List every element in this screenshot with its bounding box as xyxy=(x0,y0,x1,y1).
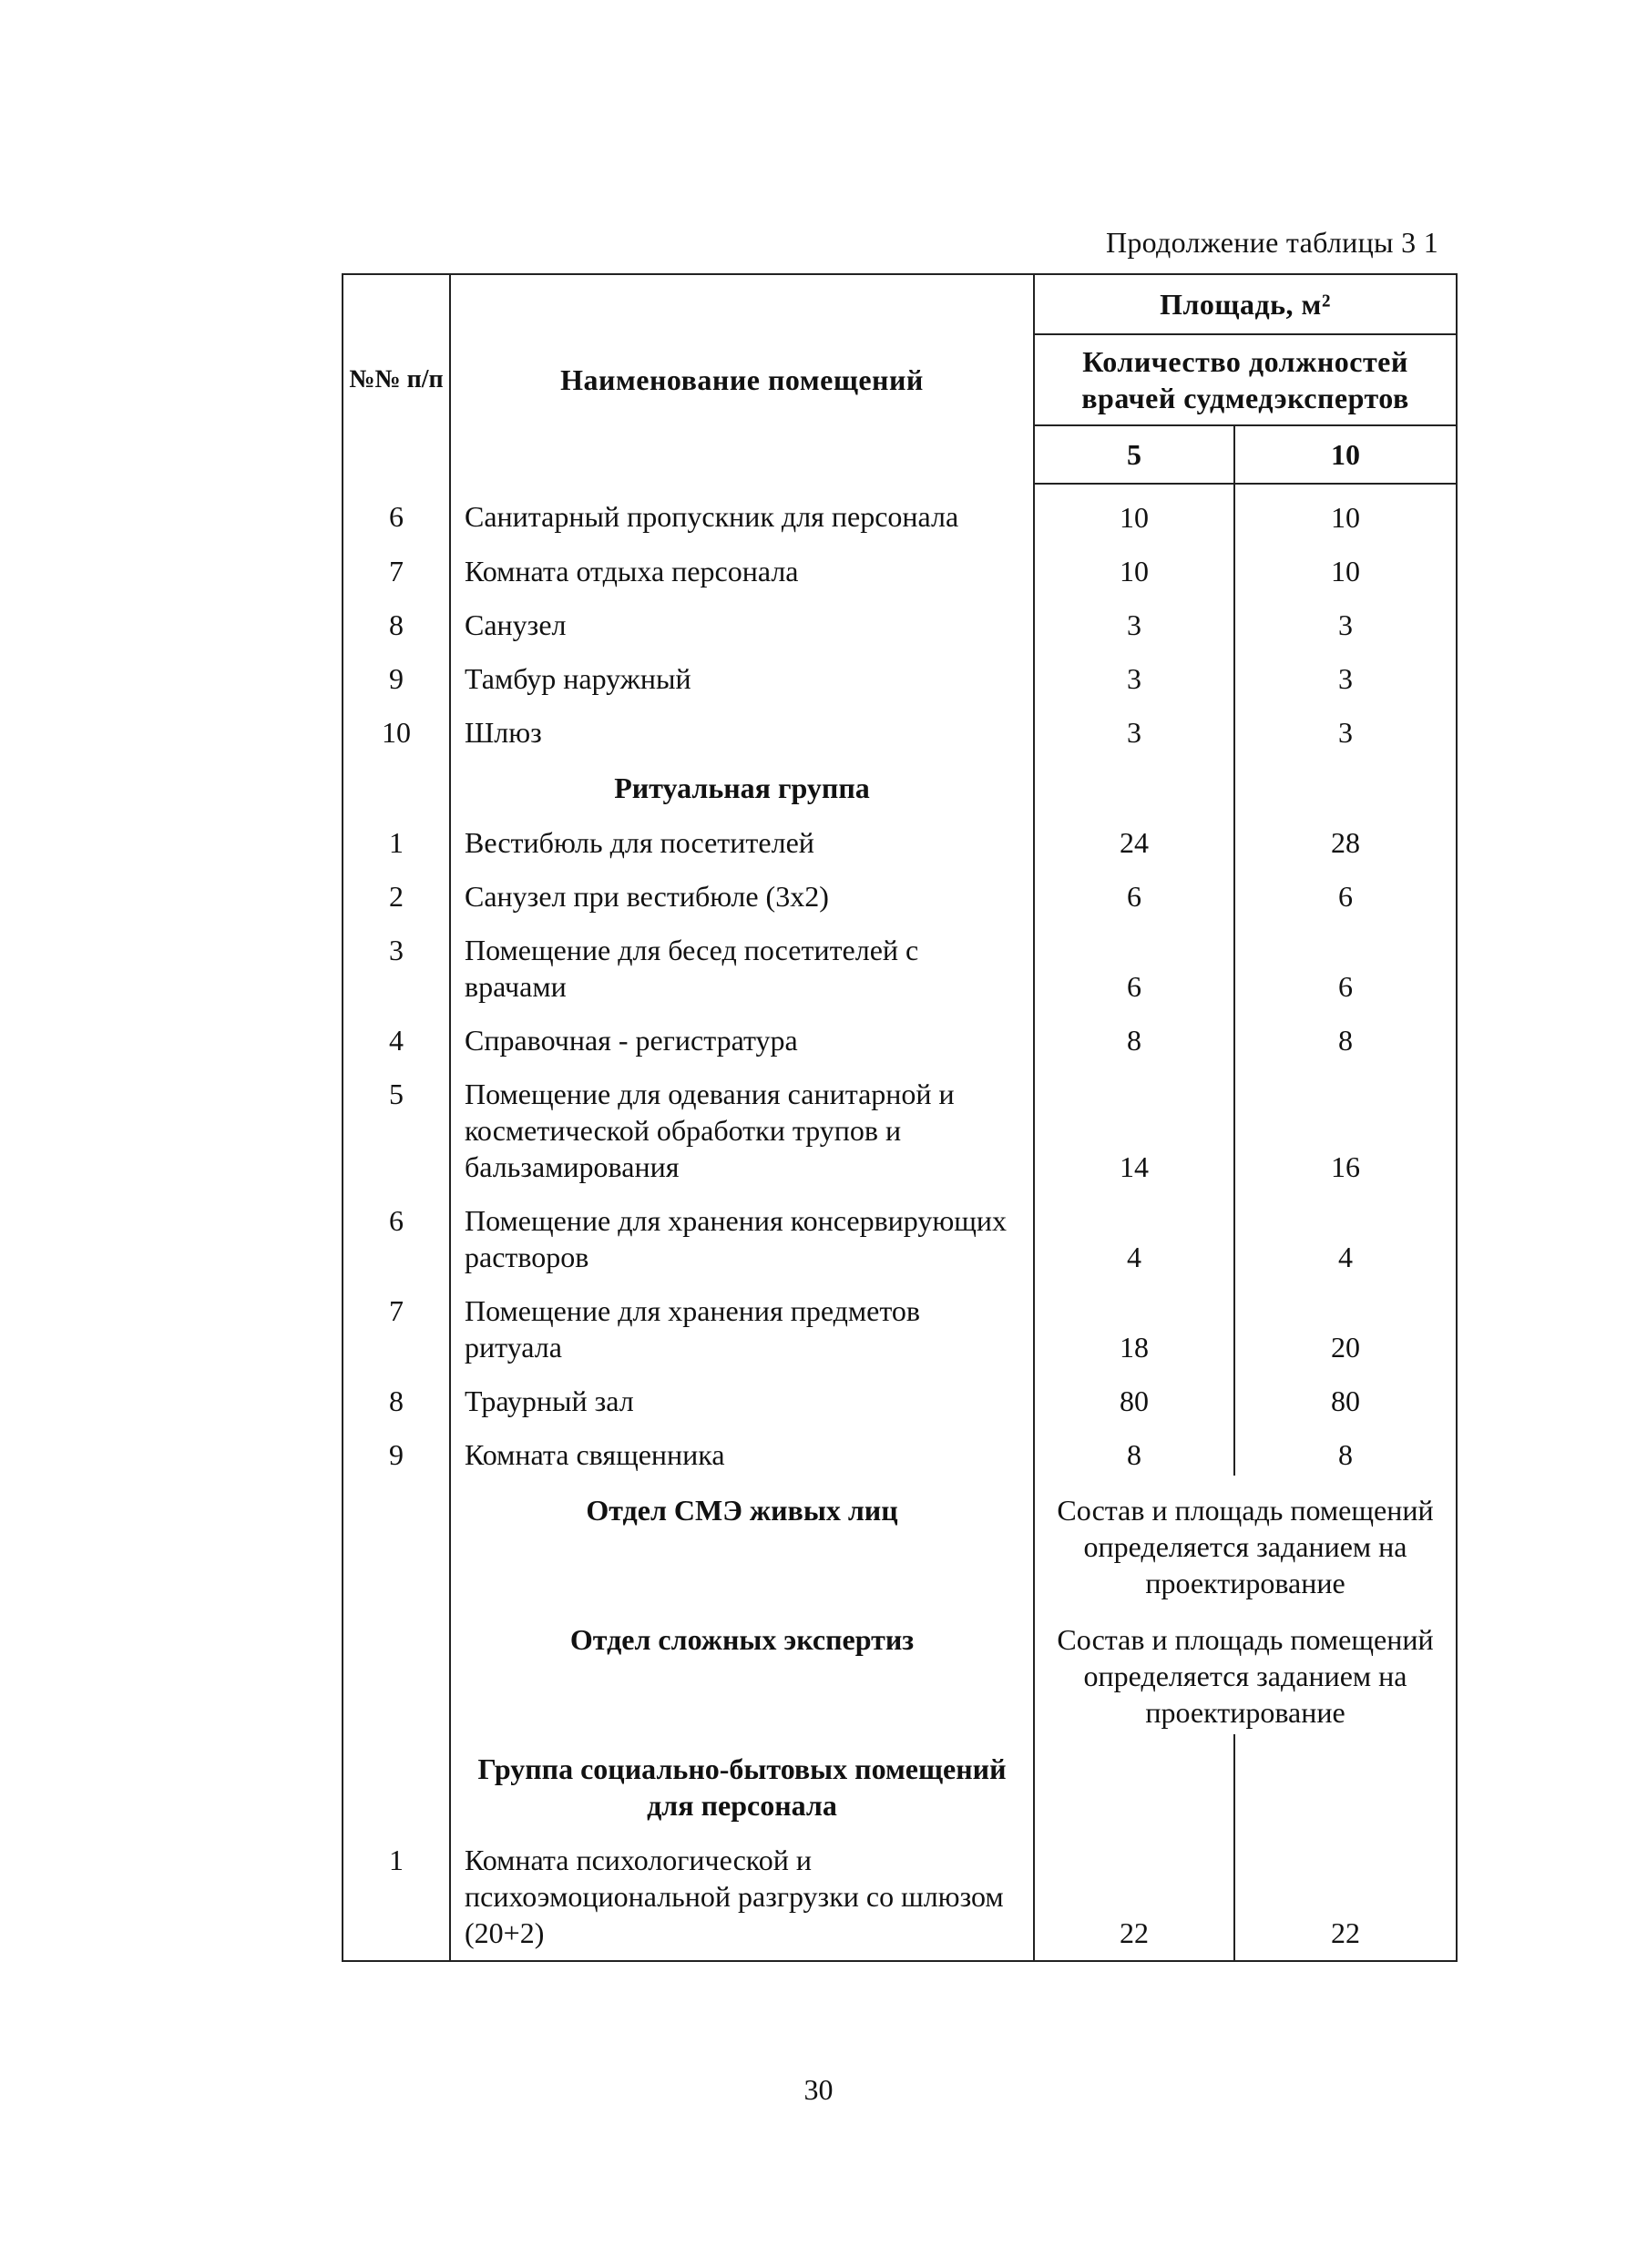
area-5: 4 xyxy=(1034,1188,1234,1278)
room-name: Справочная - регистратура xyxy=(450,1007,1034,1061)
row-number xyxy=(343,1734,450,1827)
table-row xyxy=(343,1827,1457,1961)
group-row xyxy=(343,753,1457,810)
area-10: 6 xyxy=(1234,863,1457,917)
row-number xyxy=(343,1605,450,1734)
area-10: 3 xyxy=(1234,700,1457,753)
room-name: Помещение для одевания санитарной и косметической обработки трупов и бальзамирования xyxy=(450,1061,1034,1188)
group-note: Состав и площадь помещений определяется заданием на проектирование xyxy=(1034,1476,1457,1605)
table-row xyxy=(343,863,1457,917)
table-row xyxy=(343,700,1457,753)
group-title: Группа социально-бытовых помещений для персонала xyxy=(450,1734,1034,1827)
header-area: Площадь, м² xyxy=(1034,274,1457,334)
room-name: Помещение для хранения консервирующих растворов xyxy=(450,1188,1034,1278)
header-col-10: 10 xyxy=(1234,425,1457,484)
row-number xyxy=(343,1476,450,1605)
group-title: Ритуальная группа xyxy=(450,753,1034,810)
table-row xyxy=(343,592,1457,646)
area-10: 20 xyxy=(1234,1278,1457,1368)
area-10: 16 xyxy=(1234,1061,1457,1188)
area-5: 24 xyxy=(1034,810,1234,863)
table-row xyxy=(343,484,1457,538)
area-10: 10 xyxy=(1234,484,1457,538)
area-10: 6 xyxy=(1234,917,1457,1007)
area-10: 8 xyxy=(1234,1007,1457,1061)
area-5: 6 xyxy=(1034,917,1234,1007)
area-5: 8 xyxy=(1034,1007,1234,1061)
area-10: 4 xyxy=(1234,1188,1457,1278)
table-row xyxy=(343,538,1457,592)
area-10: 3 xyxy=(1234,592,1457,646)
row-number: 1 xyxy=(343,1827,450,1961)
area-10: 8 xyxy=(1234,1422,1457,1476)
area-5: 10 xyxy=(1034,538,1234,592)
room-name: Помещение для бесед посетителей с врачами xyxy=(450,917,1034,1007)
row-number: 5 xyxy=(343,1061,450,1188)
area-10: 80 xyxy=(1234,1368,1457,1422)
group-title: Отдел сложных экспертиз xyxy=(450,1605,1034,1734)
room-name: Комната священника xyxy=(450,1422,1034,1476)
room-name: Комната отдыха персонала xyxy=(450,538,1034,592)
room-name: Санитарный пропускник для персонала xyxy=(450,484,1034,538)
row-number: 1 xyxy=(343,810,450,863)
area-5: 18 xyxy=(1034,1278,1234,1368)
room-name: Комната психологической и психоэмоциональной разгрузки со шлюзом (20+2) xyxy=(450,1827,1034,1961)
table-row xyxy=(343,917,1457,1007)
group-row xyxy=(343,1734,1457,1827)
table-row xyxy=(343,1422,1457,1476)
area-10: 10 xyxy=(1234,538,1457,592)
room-name: Санузел при вестибюле (3х2) xyxy=(450,863,1034,917)
area-10: 22 xyxy=(1234,1827,1457,1961)
row-number: 8 xyxy=(343,592,450,646)
area-10: 28 xyxy=(1234,810,1457,863)
group-title: Отдел СМЭ живых лиц xyxy=(450,1476,1034,1605)
table-row xyxy=(343,1368,1457,1422)
table-row xyxy=(343,1061,1457,1188)
table-body xyxy=(343,484,1457,1961)
table-row xyxy=(343,1007,1457,1061)
area-10 xyxy=(1234,1734,1457,1827)
area-5 xyxy=(1034,1734,1234,1827)
area-5: 14 xyxy=(1034,1061,1234,1188)
row-number: 6 xyxy=(343,1188,450,1278)
header-col-5: 5 xyxy=(1034,425,1234,484)
row-number: 4 xyxy=(343,1007,450,1061)
header-room-name: Наименование помещений xyxy=(450,274,1034,484)
row-number: 10 xyxy=(343,700,450,753)
room-name: Тамбур наружный xyxy=(450,646,1034,700)
rooms-area-table xyxy=(342,273,1458,1962)
header-positions-count: Количество должностей врачей судмедэкспертов xyxy=(1034,334,1457,425)
room-name: Шлюз xyxy=(450,700,1034,753)
area-5: 3 xyxy=(1034,592,1234,646)
room-name: Помещение для хранения предметов ритуала xyxy=(450,1278,1034,1368)
table-row xyxy=(343,810,1457,863)
area-5: 3 xyxy=(1034,700,1234,753)
page-number: 30 xyxy=(803,2073,834,2106)
area-5 xyxy=(1034,753,1234,810)
group-row xyxy=(343,1605,1457,1734)
room-name: Траурный зал xyxy=(450,1368,1034,1422)
row-number: 6 xyxy=(343,484,450,538)
area-10 xyxy=(1234,753,1457,810)
area-5: 22 xyxy=(1034,1827,1234,1961)
row-number: 7 xyxy=(343,1278,450,1368)
table-row xyxy=(343,646,1457,700)
row-number: 3 xyxy=(343,917,450,1007)
table-row xyxy=(343,1278,1457,1368)
area-5: 3 xyxy=(1034,646,1234,700)
group-note: Состав и площадь помещений определяется заданием на проектирование xyxy=(1034,1605,1457,1734)
table-row xyxy=(343,1188,1457,1278)
table-caption: Продолжение таблицы 3 1 xyxy=(1105,226,1438,259)
area-5: 6 xyxy=(1034,863,1234,917)
area-5: 8 xyxy=(1034,1422,1234,1476)
room-name: Санузел xyxy=(450,592,1034,646)
row-number: 9 xyxy=(343,646,450,700)
row-number xyxy=(343,753,450,810)
row-number: 2 xyxy=(343,863,450,917)
room-name: Вестибюль для посетителей xyxy=(450,810,1034,863)
area-10: 3 xyxy=(1234,646,1457,700)
group-row xyxy=(343,1476,1457,1605)
row-number: 8 xyxy=(343,1368,450,1422)
area-5: 10 xyxy=(1034,484,1234,538)
area-5: 80 xyxy=(1034,1368,1234,1422)
row-number: 7 xyxy=(343,538,450,592)
header-number: №№ п/п xyxy=(343,274,450,484)
row-number: 9 xyxy=(343,1422,450,1476)
